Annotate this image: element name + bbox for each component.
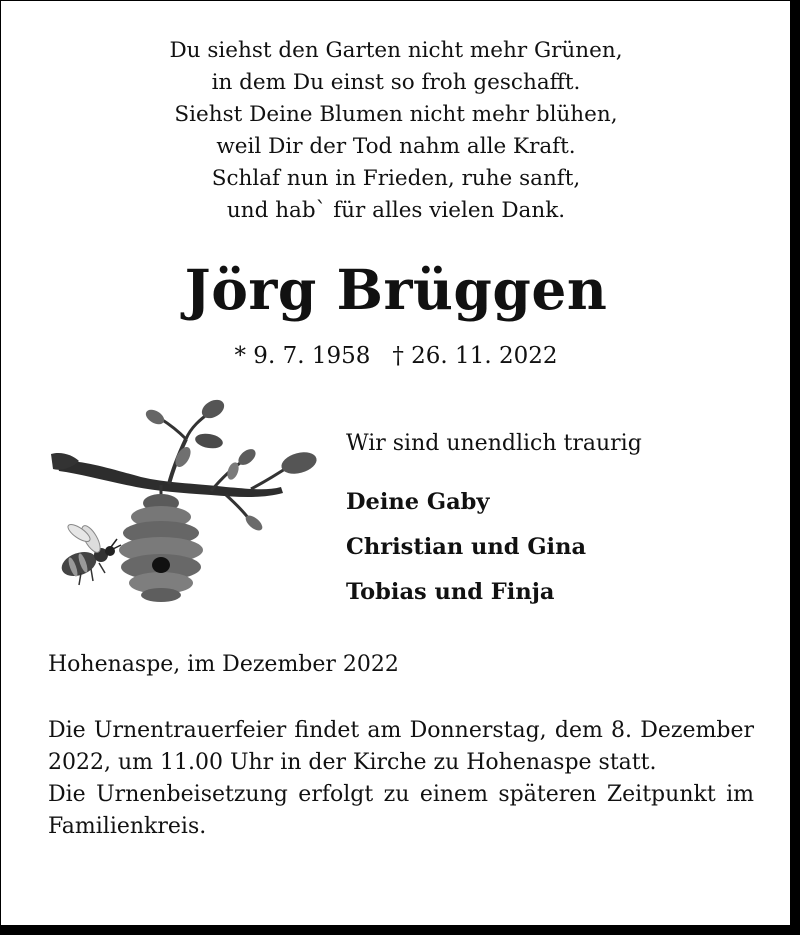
poem-line: Schlaf nun in Frieden, ruhe sanft, <box>211 166 581 191</box>
poem-line: Du siehst den Garten nicht mehr Grünen, <box>169 38 623 63</box>
family-member: Tobias und Finja <box>346 579 555 605</box>
family-list <box>346 484 586 619</box>
poem-line: Siehst Deine Blumen nicht mehr blühen, <box>174 102 618 127</box>
ceremony-text: Die Urnentrauerfeier findet am Donnerstag, dem 8. Dezember 2022, um 11.00 Uhr in der Kirche zu Hohenaspe statt. <box>48 718 754 775</box>
poem-line: und hab` für alles vielen Dank. <box>226 198 566 223</box>
poem-line: weil Dir der Tod nahm alle Kraft. <box>216 134 576 159</box>
death-date: † 26. 11. 2022 <box>392 343 558 369</box>
ceremony-info <box>48 715 754 843</box>
deceased-name: Jörg Brüggen <box>184 257 608 322</box>
poem <box>1 35 791 227</box>
birth-date: * 9. 7. 1958 <box>234 343 371 369</box>
family-member: Christian und Gina <box>346 534 587 560</box>
poem-line: in dem Du einst so froh geschafft. <box>211 70 581 95</box>
beehive-on-branch-with-bee-icon <box>51 399 321 614</box>
family-member: Deine Gaby <box>346 489 490 515</box>
burial-text: Die Urnenbeisetzung erfolgt zu einem späteren Zeitpunkt im Familienkreis. <box>48 782 754 839</box>
place-date: Hohenaspe, im Dezember 2022 <box>48 652 399 677</box>
mourning-line: Wir sind unendlich traurig <box>346 431 642 456</box>
life-dates <box>1 341 791 371</box>
